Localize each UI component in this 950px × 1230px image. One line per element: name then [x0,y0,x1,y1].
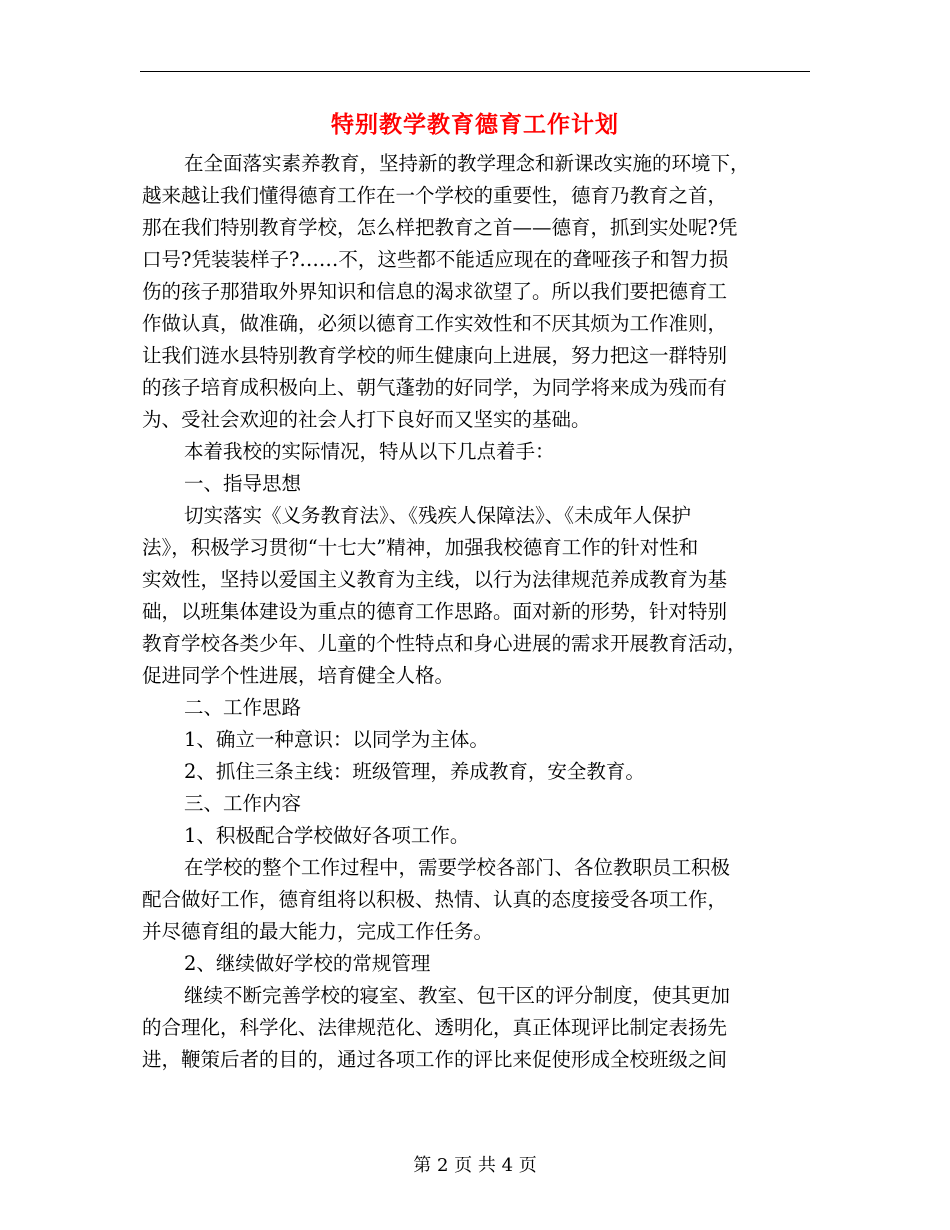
text-line: 在学校的整个工作过程中，需要学校各部门、各位教职员工积极 [184,856,731,879]
text-line: 并尽德育组的最大能力，完成工作任务。 [142,920,494,943]
text-line: 让我们涟水县特别教育学校的师生健康向上进展，努力把这一群特别 [142,344,728,367]
paragraph-cooperation [142,852,810,948]
text-line: 伤的孩子那猎取外界知识和信息的渴求欲望了。所以我们要把德育工 [142,280,728,303]
section-heading-work-ideas: 二、工作思路 [184,696,302,719]
list-item: 1、积极配合学校做好各项工作。 [184,824,470,847]
section-heading-guiding-ideology: 一、指导思想 [184,472,302,495]
text-line: 进，鞭策后者的目的，通过各项工作的评比来促使形成全校班级之间 [142,1048,728,1071]
text-line: 实效性，坚持以爱国主义教育为主线，以行为法律规范养成教育为基 [142,568,728,591]
document-title: 特别教学教育德育工作计划 [331,111,619,138]
list-item: 1、确立一种意识：以同学为主体。 [184,728,489,751]
text-line: 作做认真，做准确，必须以德育工作实效性和不厌其烦为工作准则， [142,312,728,335]
text-line: 配合做好工作，德育组将以积极、热情、认真的态度接受各项工作， [142,888,728,911]
paragraph-routine-management [142,980,810,1076]
text-line: 口号?凭装装样子?……不，这些都不能适应现在的聋哑孩子和智力损 [142,248,729,271]
page-number-footer: 第 2 页 共 4 页 [413,1155,537,1176]
text-line: 教育学校各类少年、儿童的个性特点和身心进展的需求开展教育活动， [142,632,747,655]
list-item: 2、继续做好学校的常规管理 [184,952,431,975]
text-line: 继续不断完善学校的寝室、教室、包干区的评分制度，使其更加 [184,984,731,1007]
paragraph-guiding-ideology [142,500,810,692]
header-rule [140,71,810,72]
text-line: 的合理化，科学化、法律规范化、透明化，真正体现评比制定表扬先 [142,1016,728,1039]
text-line: 切实落实《义务教育法》、《残疾人保障法》、《未成年人保护 [184,504,692,527]
list-item: 2、抓住三条主线：班级管理，养成教育，安全教育。 [184,760,645,783]
text-line: 促进同学个性进展，培育健全人格。 [142,664,455,687]
text-line: 的孩子培育成积极向上、朝气蓬勃的好同学，为同学将来成为残而有 [142,376,728,399]
section-heading-work-content: 三、工作内容 [184,792,302,815]
text-line: 在全面落实素养教育，坚持新的教学理念和新课改实施的环境下， [184,152,750,175]
text-line: 为、受社会欢迎的社会人打下良好而又坚实的基础。 [142,408,591,431]
paragraph-intro [142,148,810,436]
document-body [142,148,810,1076]
paragraph-approach: 本着我校的实际情况，特从以下几点着手： [184,440,555,463]
text-line: 础，以班集体建设为重点的德育工作思路。面对新的形势，针对特别 [142,600,728,623]
text-line: 那在我们特别教育学校，怎么样把教育之首——德育，抓到实处呢?凭 [142,216,738,239]
text-line: 越来越让我们懂得德育工作在一个学校的重要性，德育乃教育之首， [142,184,728,207]
text-line: 法》，积极学习贯彻“十七大”精神，加强我校德育工作的针对性和 [142,536,699,559]
